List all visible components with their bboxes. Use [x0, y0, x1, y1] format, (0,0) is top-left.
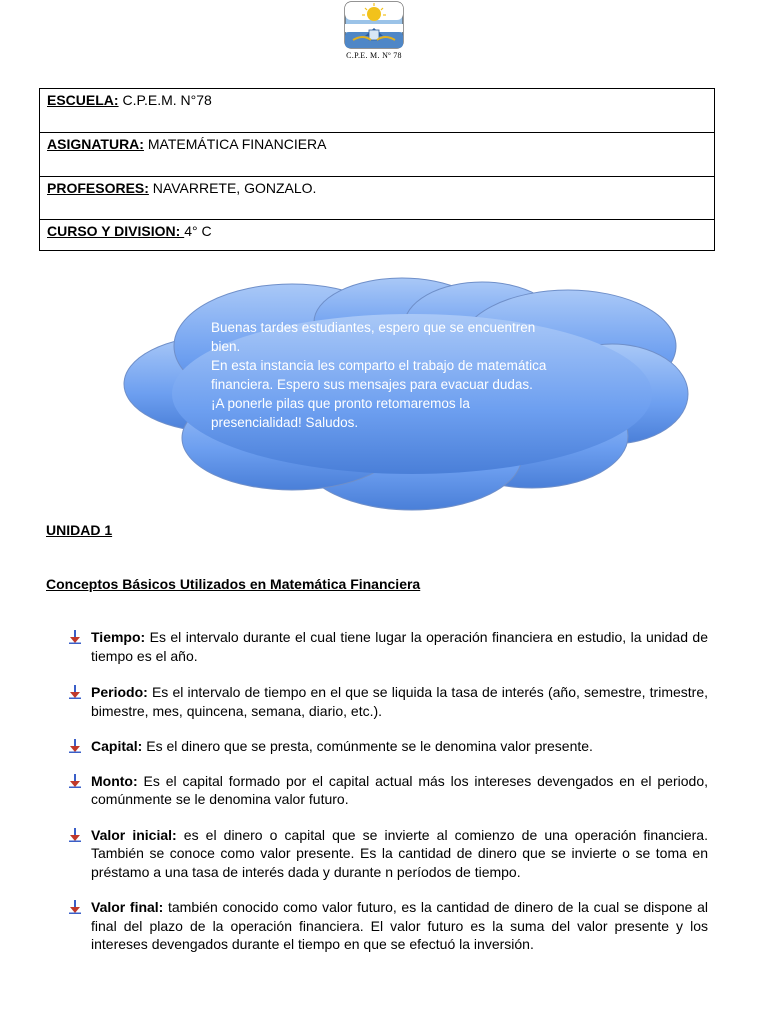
list-item [68, 737, 708, 756]
info-label: ESCUELA: [47, 92, 119, 108]
info-label: PROFESORES: [47, 180, 149, 196]
info-label: ASIGNATURA: [47, 136, 144, 152]
info-row-escuela [40, 89, 715, 133]
list-item [68, 683, 708, 720]
info-value: MATEMÁTICA FINANCIERA [143, 136, 327, 152]
concept-term: Monto: [91, 772, 138, 789]
list-item [68, 826, 708, 882]
message-text [211, 318, 556, 432]
down-arrow-bullet-icon [68, 630, 82, 644]
info-value: 4° C [184, 223, 212, 239]
concept-term: Valor inicial: [91, 826, 177, 843]
message-line: Buenas tardes estudiantes, espero que se encuentren bien. [211, 320, 536, 354]
concepts-list [68, 628, 708, 954]
info-row-curso [40, 220, 715, 251]
info-value: NAVARRETE, GONZALO. [148, 180, 317, 196]
info-label: CURSO Y DIVISION: [47, 223, 185, 239]
down-arrow-bullet-icon [68, 774, 82, 788]
section-title: Conceptos Básicos Utilizados en Matemática Financiera [46, 576, 421, 592]
school-info-table [39, 88, 715, 251]
concept-text: Es el dinero que se presta, comúnmente se le denomina valor presente. [142, 738, 593, 754]
down-arrow-bullet-icon [68, 828, 82, 842]
info-value: C.P.E.M. N°78 [118, 92, 212, 108]
list-item [68, 772, 708, 809]
down-arrow-bullet-icon [68, 900, 82, 914]
list-item [68, 898, 708, 954]
message-line: En esta instancia les comparto el trabajo de matemática financiera. Espero sus mensajes para evacuar dudas. [211, 358, 547, 392]
logo-caption: C.P.E. M. Nº 78 [346, 51, 402, 60]
concept-term: Tiempo: [91, 629, 146, 645]
concept-term: Periodo: [91, 684, 148, 700]
list-item [68, 628, 708, 665]
concept-term: Valor final: [91, 899, 164, 915]
info-row-profesores [40, 177, 715, 220]
down-arrow-bullet-icon [68, 685, 82, 699]
concept-text: es el dinero o capital que se invierte al comienzo de una operación financiera. También se conoce como valor presente. Es la cantidad de dinero que se invierte o se toma en préstamo a una tasa de interés dada y durante n períodos de tiempo. [91, 826, 708, 880]
concept-text: Es el intervalo durante el cual tiene lugar la operación financiera en estudio, la unidad de tiempo es el año. [91, 629, 708, 664]
down-arrow-bullet-icon [68, 739, 82, 753]
concept-text: también conocido como valor futuro, es la cantidad de dinero de la cual se dispone al final del plazo de la operación financiera. El valor futuro es la suma del valor presente y los intereses devengados durante el tiempo en que se efectuó la inversión. [91, 899, 708, 952]
unit-title: UNIDAD 1 [46, 522, 113, 538]
school-crest-icon [343, 0, 405, 50]
concept-term: Capital: [91, 738, 143, 754]
concept-text: Es el intervalo de tiempo en el que se liquida la tasa de interés (año, semestre, trimestre, bimestre, mes, quincena, semana, diario, etc.). [91, 684, 708, 719]
info-row-asignatura [40, 133, 715, 177]
concept-text: Es el capital formado por el capital actual más los intereses devengados en el periodo, comúnmente se le denomina valor futuro. [91, 772, 708, 807]
school-logo [340, 0, 408, 64]
message-line: ¡A ponerle pilas que pronto retomaremos la presencialidad! Saludos. [211, 396, 470, 430]
